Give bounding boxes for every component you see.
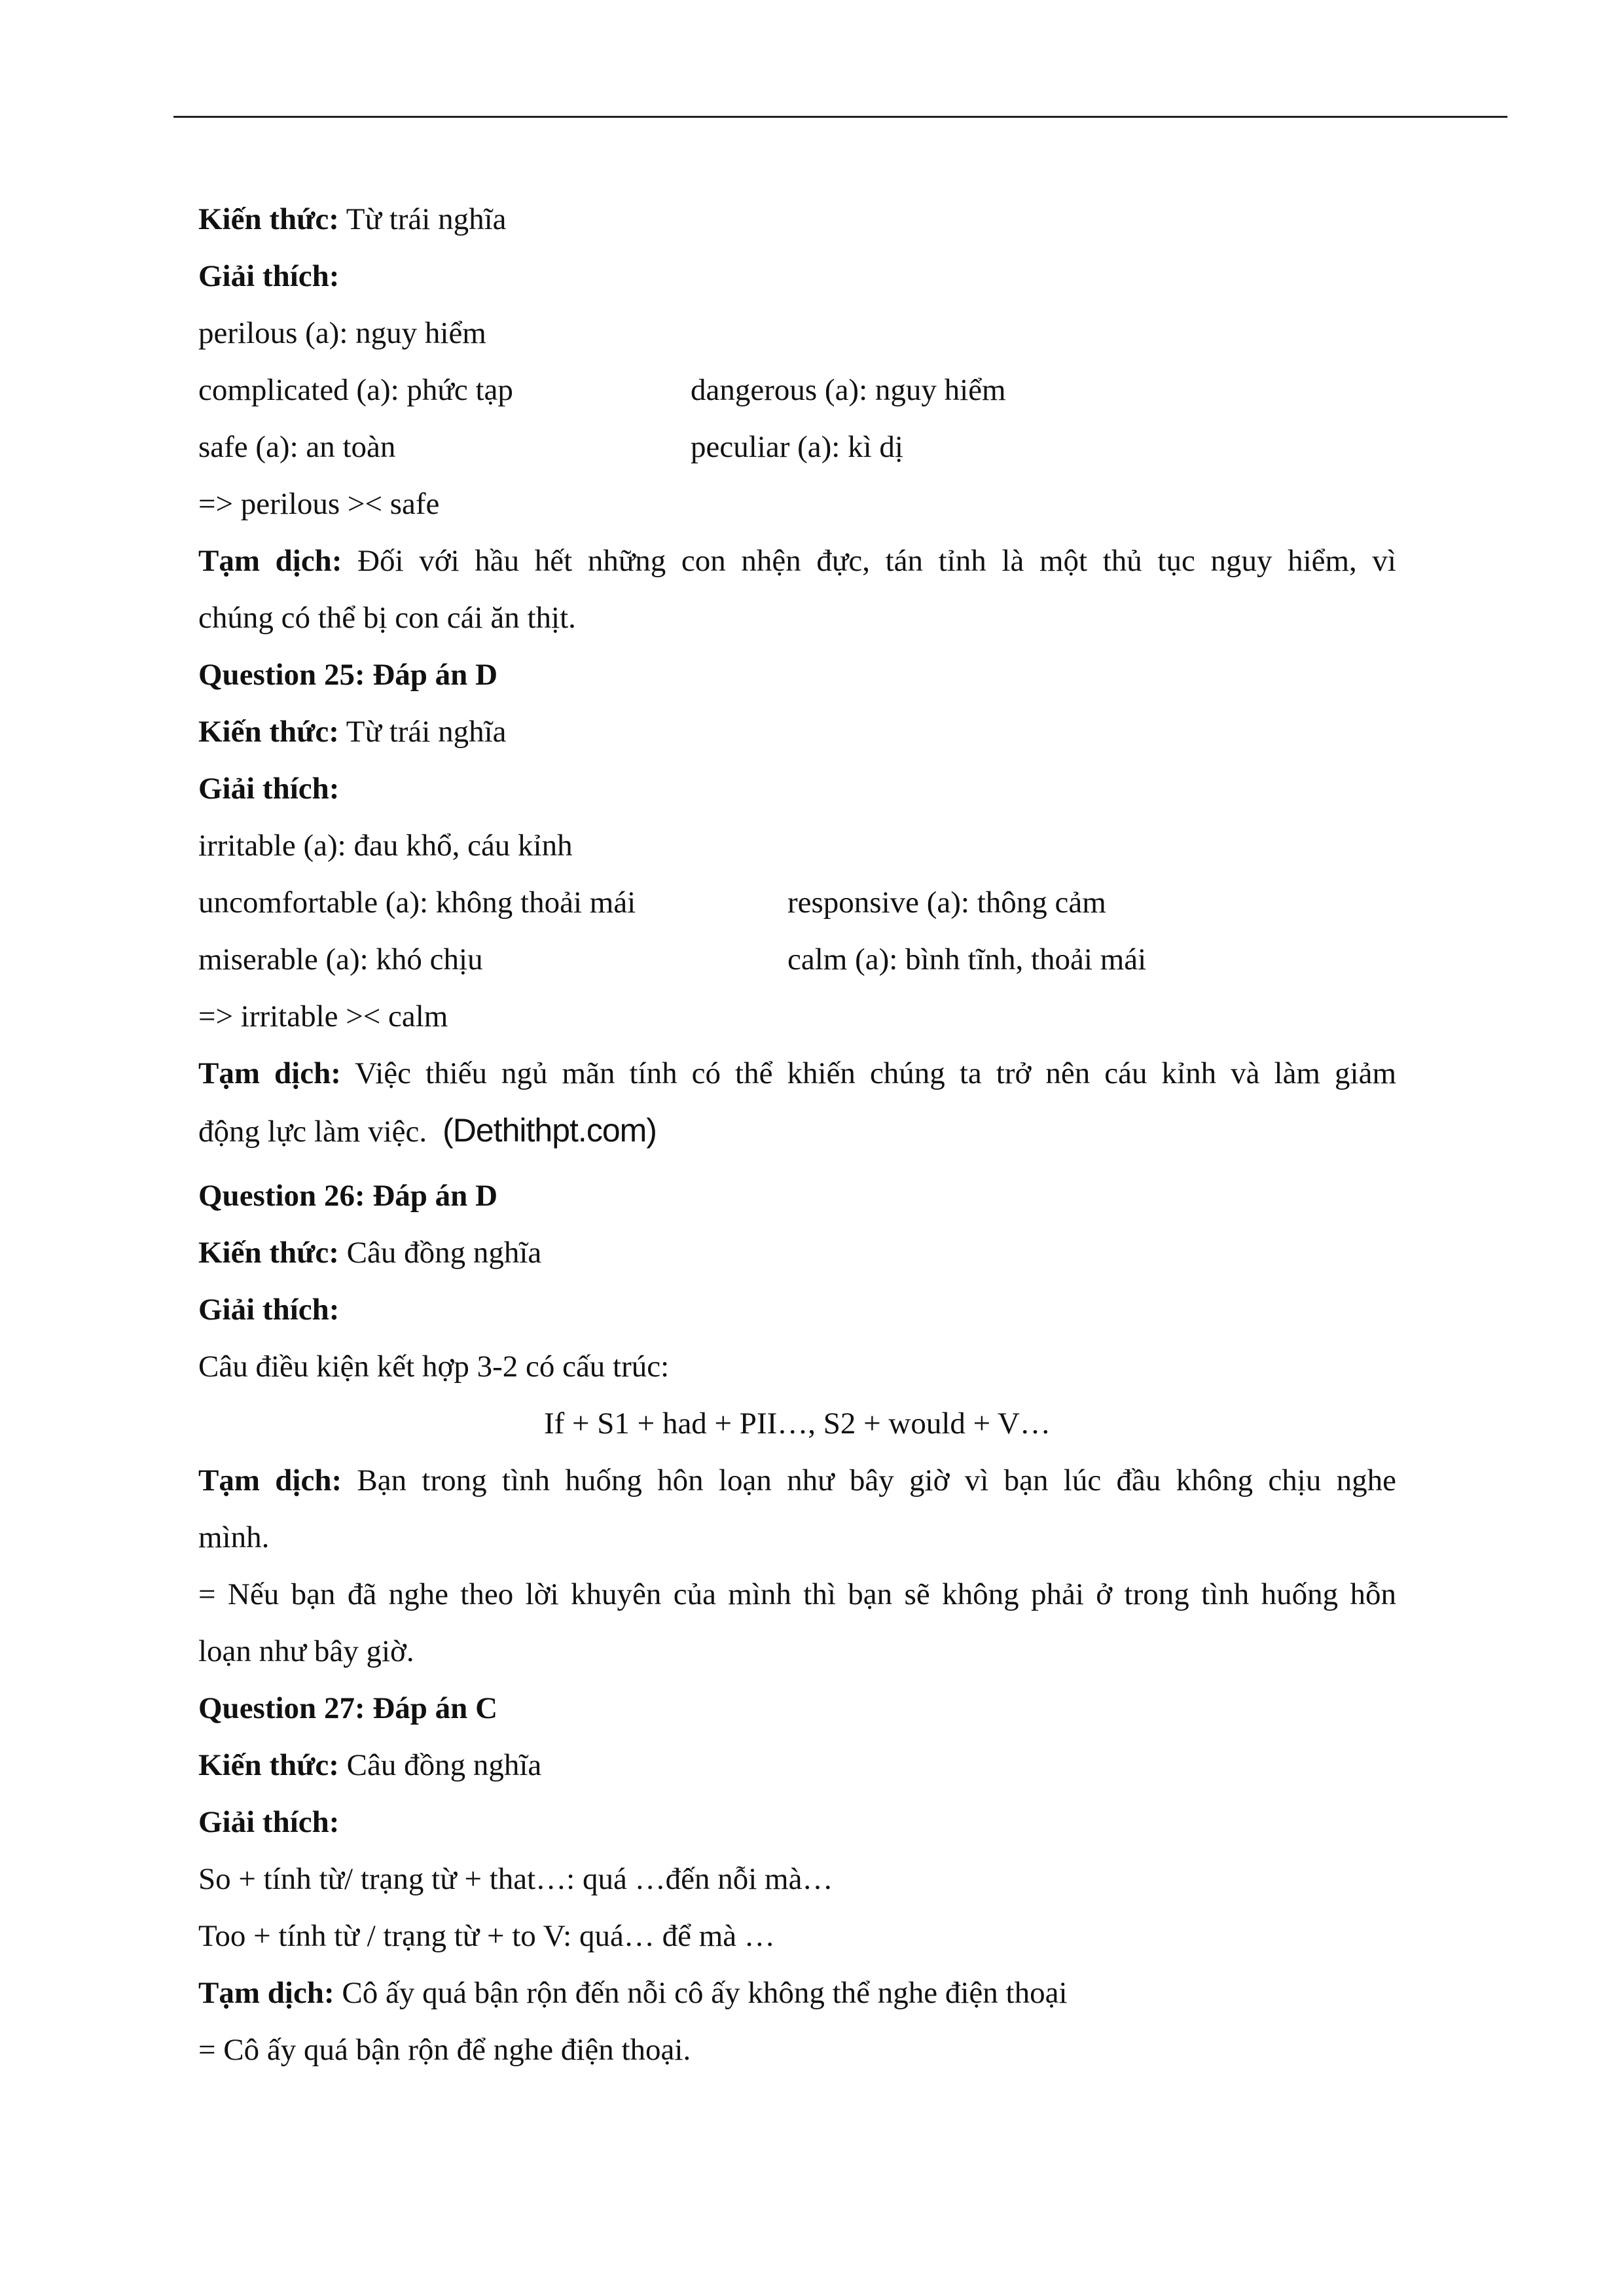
giaithich-label: Giải thích: bbox=[198, 259, 340, 293]
kienthuc-value: Câu đồng nghĩa bbox=[338, 1748, 542, 1782]
options-row bbox=[198, 419, 1396, 476]
options-row bbox=[198, 362, 1396, 419]
equivalent-line: = Nếu bạn đã nghe theo lời khuyên của mình thì bạn sẽ không phải ở trong tình huống hỗn bbox=[198, 1577, 1396, 1611]
question-heading: Question 26: Đáp án D bbox=[198, 1179, 498, 1213]
kienthuc-value: Từ trái nghĩa bbox=[338, 202, 507, 236]
option-a: complicated (a): phức tạp bbox=[198, 373, 513, 407]
equivalent-line: = Cô ấy quá bận rộn để nghe điện thoại. bbox=[198, 2033, 691, 2067]
grammar-rule: Too + tính từ / trạng từ + to V: quá… để mà … bbox=[198, 1919, 775, 1953]
source-watermark: (Dethithpt.com) bbox=[442, 1112, 657, 1149]
options-row bbox=[198, 874, 1396, 931]
kienthuc-label: Kiến thức: bbox=[198, 1236, 339, 1270]
option-d: peculiar (a): kì dị bbox=[691, 430, 903, 464]
tamdich-text: động lực làm việc. bbox=[198, 1115, 427, 1149]
antonym-result: => irritable >< calm bbox=[198, 999, 448, 1033]
tamdich-text: Cô ấy quá bận rộn đến nỗi cô ấy không thể nghe điện thoại bbox=[334, 1976, 1068, 2010]
translation-line bbox=[198, 1045, 1396, 1102]
option-c: miserable (a): khó chịu bbox=[198, 942, 483, 977]
giaithich-label: Giải thích: bbox=[198, 1293, 340, 1327]
question-heading: Question 27: Đáp án C bbox=[198, 1691, 498, 1725]
option-a: uncomfortable (a): không thoải mái bbox=[198, 886, 636, 920]
option-d: calm (a): bình tĩnh, thoải mái bbox=[787, 942, 1147, 977]
kienthuc-value: Câu đồng nghĩa bbox=[338, 1236, 542, 1270]
tamdich-label: Tạm dịch: bbox=[198, 1976, 334, 2010]
kienthuc-line bbox=[198, 1225, 1396, 1282]
giaithich-label: Giải thích: bbox=[198, 1805, 340, 1839]
kienthuc-line bbox=[198, 704, 1396, 761]
kienthuc-value: Từ trái nghĩa bbox=[338, 715, 507, 749]
option-b: dangerous (a): nguy hiểm bbox=[691, 373, 1006, 407]
antonym-result: => perilous >< safe bbox=[198, 487, 440, 521]
kienthuc-label: Kiến thức: bbox=[198, 1748, 339, 1782]
translation-line bbox=[198, 533, 1396, 590]
tamdich-label: Tạm dịch: bbox=[198, 1463, 342, 1498]
translation-line bbox=[198, 1102, 1396, 1168]
kienthuc-line bbox=[198, 1737, 1396, 1794]
formula: If + S1 + had + PII…, S2 + would + V… bbox=[543, 1407, 1051, 1441]
kienthuc-line bbox=[198, 191, 1396, 248]
tamdich-label: Tạm dịch: bbox=[198, 1056, 341, 1090]
header-rule bbox=[173, 116, 1507, 118]
tamdich-text: Bạn trong tình huống hôn loạn như bây giờ vì bạn lúc đầu không chịu nghe bbox=[342, 1463, 1396, 1498]
document-body bbox=[198, 191, 1396, 2079]
structure-intro: Câu điều kiện kết hợp 3-2 có cấu trúc: bbox=[198, 1350, 670, 1384]
options-row bbox=[198, 931, 1396, 988]
kienthuc-label: Kiến thức: bbox=[198, 715, 339, 749]
question-heading: Question 25: Đáp án D bbox=[198, 658, 498, 692]
tamdich-label: Tạm dịch: bbox=[198, 544, 342, 578]
translation-line bbox=[198, 1452, 1396, 1509]
option-c: safe (a): an toàn bbox=[198, 430, 396, 464]
vocab-main: perilous (a): nguy hiểm bbox=[198, 316, 486, 350]
translation-line: mình. bbox=[198, 1520, 270, 1554]
giaithich-label: Giải thích: bbox=[198, 772, 340, 806]
equivalent-line: loạn như bây giờ. bbox=[198, 1634, 414, 1668]
translation-line bbox=[198, 1965, 1396, 2022]
vocab-main: irritable (a): đau khổ, cáu kỉnh bbox=[198, 829, 573, 863]
grammar-rule: So + tính từ/ trạng từ + that…: quá …đến nỗi mà… bbox=[198, 1862, 833, 1896]
kienthuc-label: Kiến thức: bbox=[198, 202, 339, 236]
tamdich-text: Đối với hầu hết những con nhện đực, tán tỉnh là một thủ tục nguy hiểm, vì bbox=[342, 544, 1396, 578]
translation-line: chúng có thể bị con cái ăn thịt. bbox=[198, 601, 576, 635]
tamdich-text: Việc thiếu ngủ mãn tính có thể khiến chúng ta trở nên cáu kỉnh và làm giảm bbox=[340, 1056, 1396, 1090]
option-b: responsive (a): thông cảm bbox=[787, 886, 1106, 920]
